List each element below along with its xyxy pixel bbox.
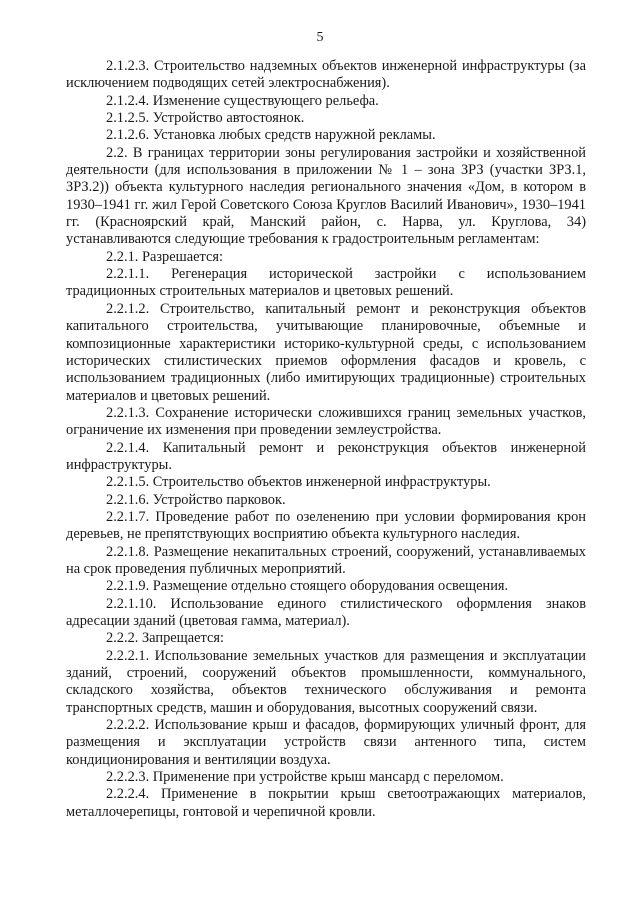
paragraph: 2.2.2. Запрещается: xyxy=(106,630,224,647)
paragraph: 2.2.1.1. Регенерация исторической застройки с использованием традиционных строительных материалов и цветовых решений. xyxy=(66,266,586,300)
paragraph: 2.2.1.4. Капитальный ремонт и реконструкция объектов инженерной инфраструктуры. xyxy=(66,439,586,473)
paragraph: 2.2.1.5. Строительство объектов инженерной инфраструктуры. xyxy=(106,474,491,491)
paragraph: 2.2.1.2. Строительство, капитальный ремонт и реконструкция объектов капитального строительства, учитывающие планировочные, объемные и композиционные характеристики историко-культурной среды, с использованием исторических стилистических приемов оформления фасадов и кровель, с использованием традиционных (либо имитирующих традиционные) строительных материалов и цветовых решений. xyxy=(66,300,586,404)
paragraph: 2.2.1.7. Проведение работ по озеленению при условии формирования крон деревьев, не препятствующих восприятию объекта культурного наследия. xyxy=(66,508,586,543)
paragraph: 2.2.1.3. Сохранение исторически сложившихся границ земельных участков, ограничение их изменения при проведении землеустройства. xyxy=(66,404,586,439)
paragraph: 2.1.2.4. Изменение существующего рельефа. xyxy=(106,92,379,109)
paragraph: 2.1.2.6. Установка любых средств наружной рекламы. xyxy=(106,127,436,144)
paragraph: 2.2. В границах территории зоны регулирования застройки и хозяйственной деятельности (для использования в приложении № 1 – зона ЗРЗ (участки ЗРЗ.1, ЗРЗ.2)) объекта культурного наследия регионального значения «Дом, в котором в 1930–1941 гг. жил Герой Советского Союза Круглов Василий Иванович», 1930–1941 гг. (Красноярский край, Манский район, с. Нарва, ул. Круглова, 34) устанавливаются следующие требования к градостроительным регламентам: xyxy=(66,144,586,248)
paragraph: 2.2.2.1. Использование земельных участков для размещения и эксплуатации зданий, строений, сооружений объектов промышленности, коммунального, складского хозяйства, объектов технического обслуживания и ремонта транспортных средств, машин и оборудования, высотных сооружений связи. xyxy=(66,647,586,716)
page-number: 5 xyxy=(316,30,324,45)
paragraph: 2.2.2.4. Применение в покрытии крыш светоотражающих материалов, металлочерепицы, гонтовой и черепичной кровли. xyxy=(66,786,586,820)
paragraph: 2.2.1. Разрешается: xyxy=(106,248,223,265)
paragraph: 2.2.1.9. Размещение отдельно стоящего оборудования освещения. xyxy=(106,578,509,595)
paragraph: 2.1.2.5. Устройство автостоянок. xyxy=(106,110,305,127)
paragraph: 2.2.2.3. Применение при устройстве крыш мансард с переломом. xyxy=(106,769,504,786)
paragraph: 2.2.1.6. Устройство парковок. xyxy=(106,491,286,508)
paragraph: 2.2.1.8. Размещение некапитальных строений, сооружений, устанавливаемых на срок проведения публичных мероприятий. xyxy=(66,543,586,577)
paragraph: 2.2.2.2. Использование крыш и фасадов, формирующих уличный фронт, для размещения и эксплуатации устройств связи антенного типа, систем кондиционирования и вентиляции воздуха. xyxy=(66,717,586,768)
paragraph: 2.2.1.10. Использование единого стилистического оформления знаков адресации зданий (цветовая гамма, материал). xyxy=(66,595,586,629)
document-body xyxy=(66,58,586,821)
paragraph: 2.1.2.3. Строительство надземных объектов инженерной инфраструктуры (за исключением подводящих сетей электроснабжения). xyxy=(66,58,586,92)
